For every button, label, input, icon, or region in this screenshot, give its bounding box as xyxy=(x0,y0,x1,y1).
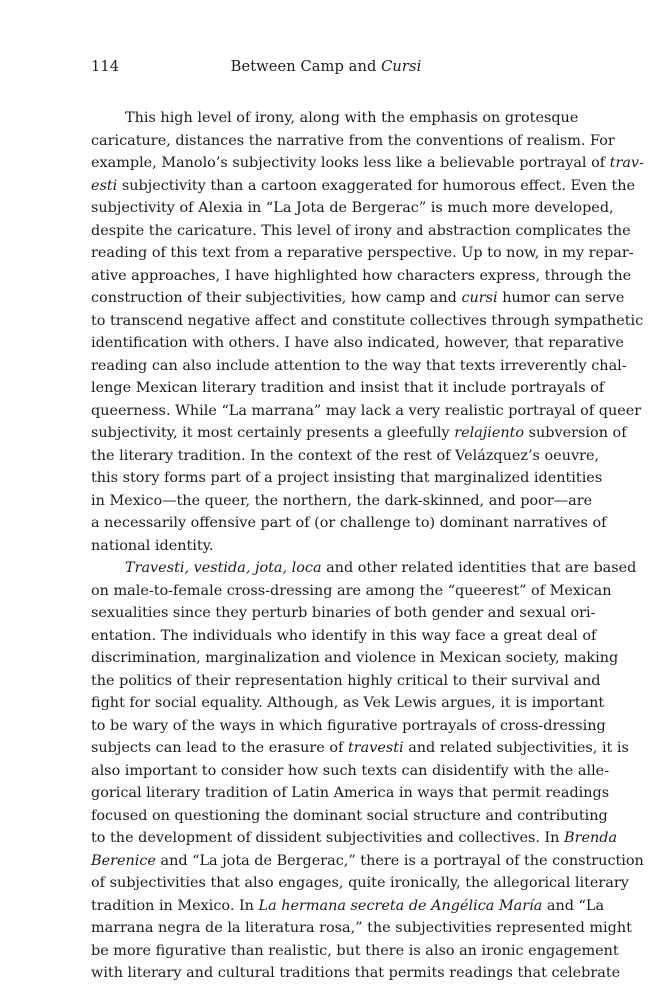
text-span: in Mexico—the queer, the northern, the dark-skinned, and poor—are xyxy=(91,492,593,509)
running-head-title: Between Camp and xyxy=(230,58,382,75)
body-text xyxy=(91,107,644,985)
text-span: and other related identities that are based xyxy=(321,560,637,576)
text-span: to transcend negative affect and constitute collectives through sympathetic xyxy=(91,312,644,329)
text-span: also important to consider how such texts can disidentify with the alle- xyxy=(91,762,610,779)
text-line xyxy=(91,557,637,580)
text-span: gorical literary tradition of Latin America in ways that permit readings xyxy=(91,785,610,801)
text-span: subjectivity of Alexia in “La Jota de Bergerac” is much more developed, xyxy=(91,200,614,216)
text-span: subjectivity, it most certainly presents a gleefully xyxy=(91,425,455,441)
text-span: ative approaches, I have highlighted how characters express, through the xyxy=(91,267,632,284)
text-line xyxy=(91,760,610,783)
italic-text-span: relajiento xyxy=(454,425,525,441)
italic-text-span: La hermana secreta de Angélica María xyxy=(258,897,543,914)
text-span: and “La xyxy=(542,897,605,914)
text-line xyxy=(91,490,593,513)
text-line xyxy=(91,580,612,603)
text-line xyxy=(91,737,629,760)
text-span: reading can also include attention to the way that texts irreverently chal- xyxy=(91,357,627,374)
text-span: to be wary of the ways in which figurative portrayals of cross-dressing xyxy=(91,717,606,734)
text-line xyxy=(91,917,632,940)
text-line xyxy=(91,265,632,288)
text-span: this story forms part of a project insisting that marginalized identities xyxy=(91,470,603,486)
text-span: the politics of their representation highly critical to their survival and xyxy=(91,672,601,689)
text-span: identification with others. I have also indicated, however, that reparative xyxy=(91,335,624,351)
text-span: subjects can lead to the erasure of xyxy=(91,740,348,756)
text-span: subversion of xyxy=(524,425,627,441)
text-span: national identity. xyxy=(91,537,214,554)
italic-text-span: cursi xyxy=(461,290,498,306)
text-line xyxy=(91,355,627,378)
text-line xyxy=(91,152,644,175)
text-span: focused on questioning the dominant social structure and contributing xyxy=(91,807,608,824)
text-line xyxy=(91,625,597,648)
text-span: marrana negra de la literatura rosa,” the subjectivities represented might xyxy=(91,920,632,936)
text-span: tradition in Mexico. In xyxy=(91,897,259,914)
italic-text-span: travesti xyxy=(347,740,404,756)
text-line xyxy=(91,602,596,625)
text-line xyxy=(91,287,625,310)
text-line xyxy=(91,692,605,715)
text-line xyxy=(91,940,619,963)
text-span: a necessarily offensive part of (or challenge to) dominant narratives of xyxy=(91,515,607,531)
text-line xyxy=(91,827,618,850)
text-span: with literary and cultural traditions that permits readings that celebrate xyxy=(91,965,621,981)
text-line xyxy=(91,175,636,198)
text-span: fight for social equality. Although, as Vek Lewis argues, it is important xyxy=(91,695,605,711)
text-span: construction of their subjectivities, how camp and xyxy=(91,290,462,306)
page-number: 114 xyxy=(91,58,120,75)
text-line xyxy=(91,872,629,895)
text-span: and related subjectivities, it is xyxy=(403,740,629,756)
text-line xyxy=(91,400,642,423)
text-line xyxy=(91,670,601,693)
text-span: queerness. While “La marrana” may lack a very realistic portrayal of queer xyxy=(91,402,642,419)
text-line xyxy=(91,197,614,220)
running-head-title-italic: Cursi xyxy=(381,58,422,75)
text-span: the literary tradition. In the context of the rest of Velázquez’s oeuvre, xyxy=(91,447,600,464)
text-line xyxy=(91,310,644,333)
text-span: and “La jota de Bergerac,” there is a portrayal of the construction xyxy=(155,852,644,869)
text-line xyxy=(91,445,600,468)
text-line xyxy=(91,535,561,558)
text-span: on male-to-female cross-dressing are among the “queerest” of Mexican xyxy=(91,582,612,599)
text-line xyxy=(91,467,603,490)
text-line xyxy=(91,782,610,805)
text-line xyxy=(91,715,606,738)
text-line xyxy=(91,850,644,873)
text-span: caricature, distances the narrative from the conventions of realism. For xyxy=(91,132,615,149)
text-line xyxy=(91,805,608,828)
italic-text-span: trav- xyxy=(609,155,644,171)
text-span: despite the caricature. This level of irony and abstraction complicates the xyxy=(91,222,631,239)
page-header xyxy=(91,58,561,78)
text-line xyxy=(91,647,619,670)
text-span: humor can serve xyxy=(497,290,625,306)
text-line xyxy=(91,512,607,535)
italic-text-span: Berenice xyxy=(91,852,156,869)
text-line xyxy=(91,895,605,918)
italic-text-span: esti xyxy=(91,177,118,194)
text-line xyxy=(91,332,624,355)
text-line xyxy=(91,242,634,265)
text-line xyxy=(91,422,627,445)
running-head xyxy=(91,58,561,75)
text-span: to the development of dissident subjectivities and collectives. In xyxy=(91,830,565,846)
text-line xyxy=(91,130,615,153)
text-span: discrimination, marginalization and violence in Mexican society, making xyxy=(91,650,619,666)
text-span: subjectivity than a cartoon exaggerated for humorous effect. Even the xyxy=(117,177,636,194)
italic-text-span: Brenda xyxy=(564,830,618,846)
text-line xyxy=(91,377,605,400)
text-line xyxy=(91,220,631,243)
text-line xyxy=(91,962,621,985)
text-span: entation. The individuals who identify in this way face a great deal of xyxy=(91,627,597,644)
italic-text-span: Travesti, vestida, jota, loca xyxy=(125,560,322,576)
text-line xyxy=(91,107,579,130)
text-span: example, Manolo’s subjectivity looks less like a believable portrayal of xyxy=(91,155,610,171)
text-span: be more figurative than realistic, but there is also an ironic engagement xyxy=(91,942,619,959)
text-span: reading of this text from a reparative perspective. Up to now, in my repar- xyxy=(91,245,634,261)
text-span: This high level of irony, along with the emphasis on grotesque xyxy=(125,110,579,126)
text-span: of subjectivities that also engages, quite ironically, the allegorical literary xyxy=(91,875,629,891)
text-span: lenge Mexican literary tradition and insist that it include portrayals of xyxy=(91,380,605,396)
text-span: sexualities since they perturb binaries of both gender and sexual ori- xyxy=(91,605,596,621)
